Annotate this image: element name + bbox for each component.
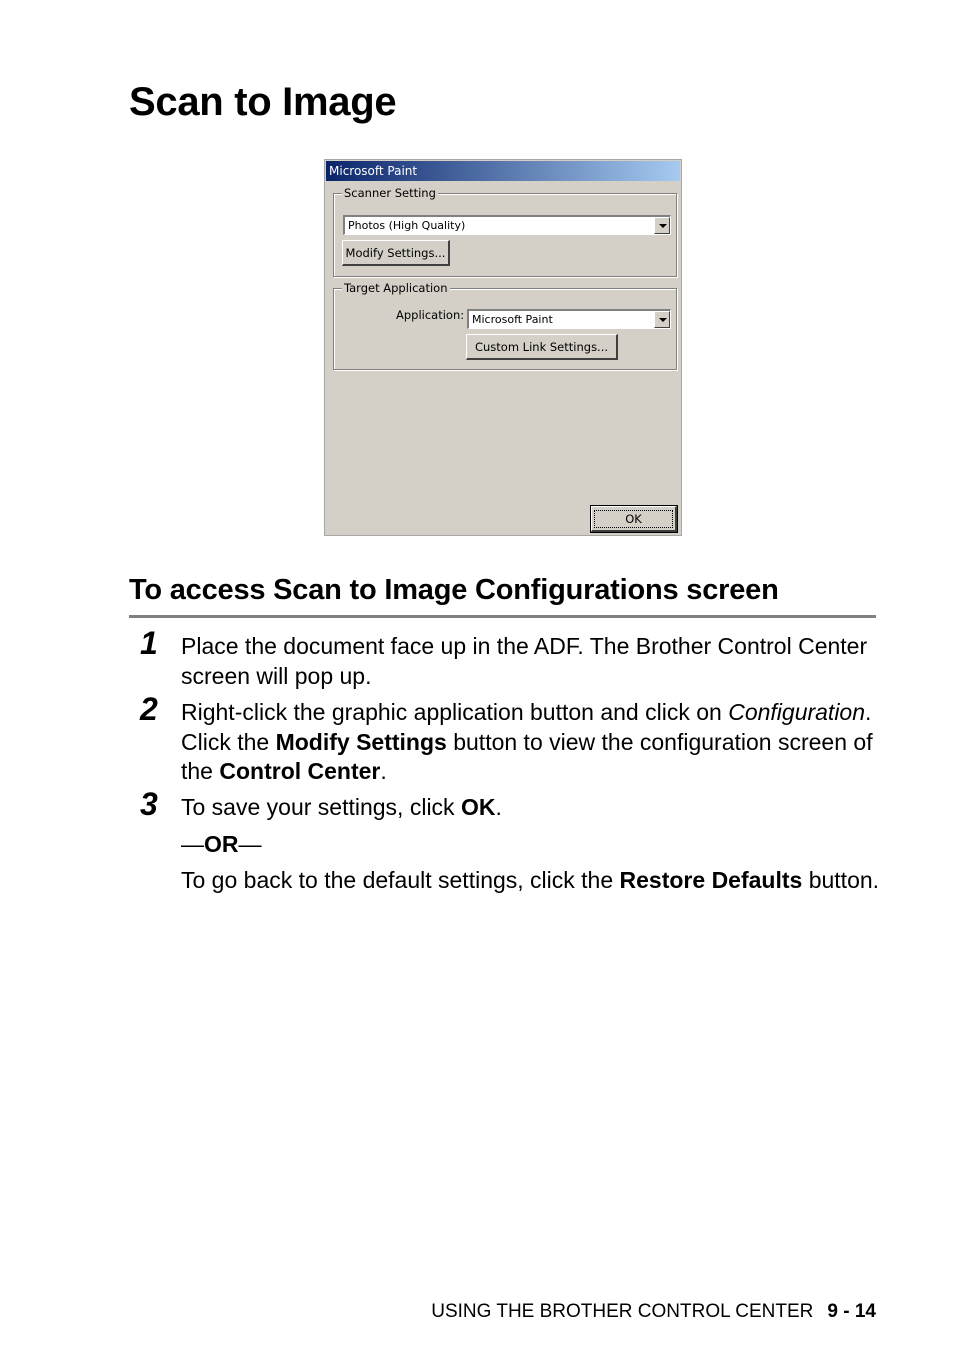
step-number-1: 1 <box>140 625 158 661</box>
restore-defaults-text <box>181 866 881 896</box>
custom-link-settings-button[interactable]: Custom Link Settings... <box>466 334 618 360</box>
scanner-setting-value: Photos (High Quality) <box>348 219 466 232</box>
or-label: OR <box>204 831 239 857</box>
scanner-setting-legend: Scanner Setting <box>344 186 436 200</box>
target-application-legend: Target Application <box>344 281 448 295</box>
section-heading: To access Scan to Image Configurations screen <box>129 574 779 606</box>
dash: — <box>181 831 204 857</box>
step-1-text: Place the document face up in the ADF. The Brother Control Center screen will pop up. <box>181 633 868 689</box>
scanner-setting-combo[interactable] <box>343 215 671 235</box>
step-2-text-part: . Click the <box>181 699 872 755</box>
target-application-group <box>333 281 677 370</box>
step-3-text <box>181 793 881 823</box>
page-footer <box>431 1301 876 1323</box>
configuration-term: Configuration <box>728 699 866 725</box>
application-value: Microsoft Paint <box>472 313 553 326</box>
page-title: Scan to Image <box>129 80 397 124</box>
dash: — <box>238 831 262 857</box>
control-center-term: Control Center <box>219 758 381 784</box>
restore-defaults-term: Restore Defaults <box>619 867 803 893</box>
dialog-title-bar: Microsoft Paint <box>326 161 680 181</box>
modify-settings-term: Modify Settings <box>275 728 447 755</box>
step-3-text-part: . <box>495 794 502 820</box>
scanner-setting-group <box>333 186 677 277</box>
restore-text-part: button. <box>802 867 880 893</box>
section-divider <box>129 615 876 618</box>
application-label: Application: <box>396 308 465 322</box>
or-separator <box>181 830 881 860</box>
page-number: 9 - 14 <box>827 1301 876 1322</box>
step-2-text-part: . <box>380 758 387 784</box>
step-number-2: 2 <box>140 691 158 727</box>
ok-button[interactable] <box>591 506 677 532</box>
microsoft-paint-dialog <box>324 159 682 536</box>
chevron-down-icon[interactable] <box>654 311 670 328</box>
chevron-down-icon[interactable] <box>654 217 670 234</box>
step-number-3: 3 <box>140 786 158 822</box>
restore-text-part: To go back to the default settings, click the <box>181 867 620 893</box>
step-2-text <box>181 698 881 787</box>
step-2-text-part: button to view the configuration screen of the <box>181 728 873 784</box>
modify-settings-button[interactable]: Modify Settings... <box>342 240 450 266</box>
step-3-text-part: To save your settings, click <box>181 794 461 820</box>
footer-section-title: USING THE BROTHER CONTROL CENTER <box>431 1301 814 1322</box>
ok-term: OK <box>460 794 496 820</box>
step-2-text-part: Right-click the graphic application button and click on <box>181 699 729 725</box>
ok-button-label: OK <box>594 510 673 528</box>
application-combo[interactable] <box>467 309 671 329</box>
